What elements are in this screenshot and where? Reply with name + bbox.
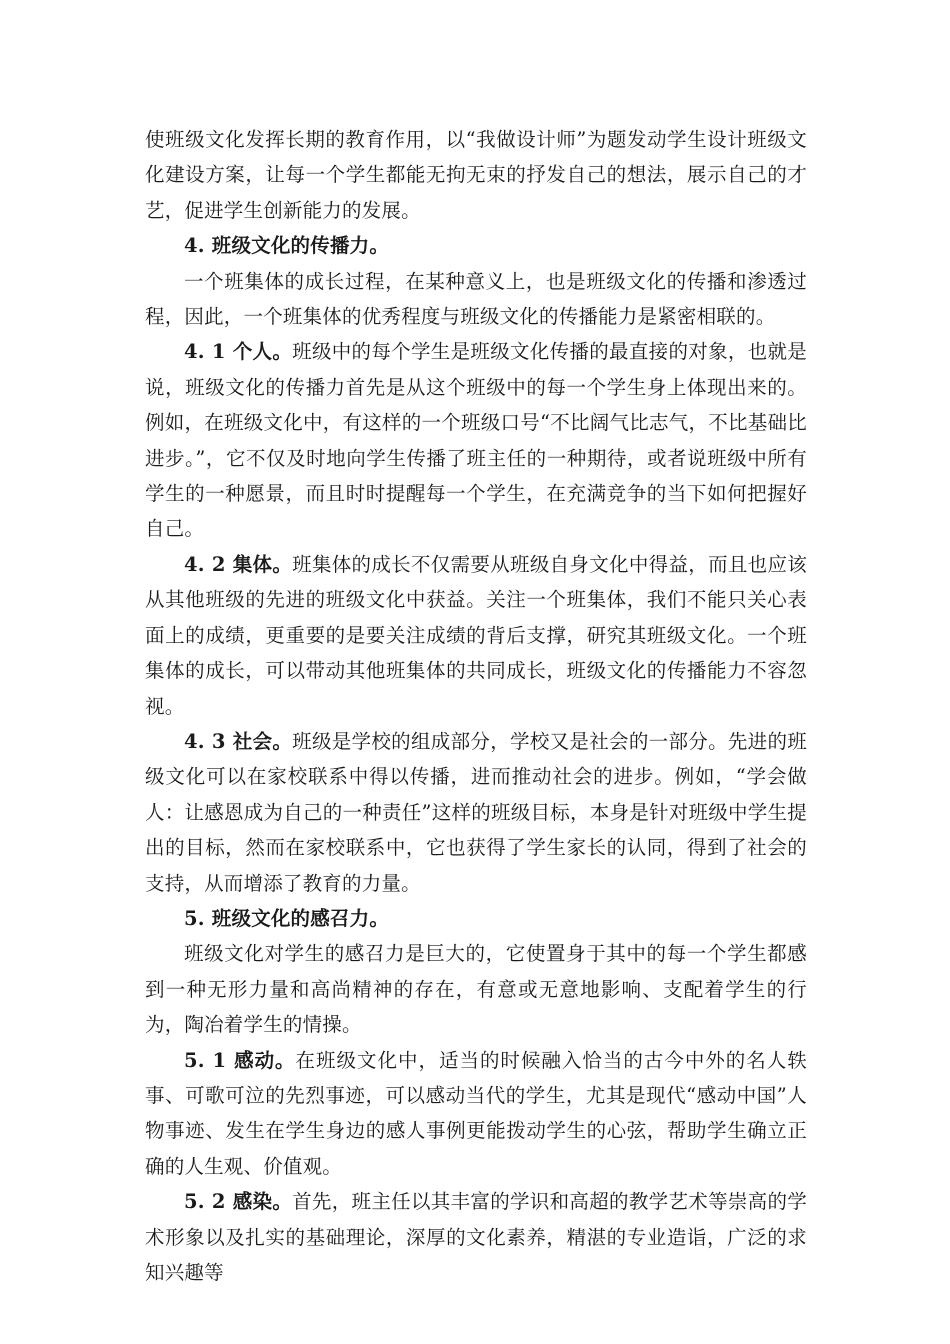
subheading-lead: 5. 1 感动。 — [184, 1048, 296, 1072]
heading-text: 5. 班级文化的感召力。 — [184, 906, 390, 930]
paragraph-4-1 — [145, 334, 807, 546]
paragraph-text: 首先，班主任以其丰富的学识和高超的教学艺术等崇高的学术形象以及扎实的基础理论，深厚的文化素养，精湛的专业造诣，广泛的求知兴趣等 — [145, 1190, 807, 1284]
paragraph-5-2 — [145, 1184, 807, 1290]
heading-text: 4. 班级文化的传播力。 — [184, 234, 390, 258]
paragraph-intro — [145, 122, 807, 228]
paragraph-text: 班级文化对学生的感召力是巨大的，它使置身于其中的每一个学生都感到一种无形力量和高尚精神的存在，有意或无意地影响、支配着学生的行为，陶冶着学生的情操。 — [145, 942, 807, 1037]
paragraph-text: 班集体的成长不仅需要从班级自身文化中得益，而且也应该从其他班级的先进的班级文化中获益。关注一个班集体，我们不能只关心表面上的成绩，更重要的是要关注成绩的背后支撑，研究其班级文化。一个班集体的成长，可以带动其他班集体的共同成长，班级文化的传播能力不容忽视。 — [145, 552, 807, 718]
paragraph-4-2 — [145, 547, 807, 724]
paragraph-text: 一个班集体的成长过程，在某种意义上，也是班级文化的传播和渗透过程，因此，一个班集体的优秀程度与班级文化的传播能力是紧密相联的。 — [145, 269, 807, 329]
subheading-lead: 4. 3 社会。 — [184, 729, 293, 753]
subheading-lead: 4. 1 个人。 — [184, 340, 293, 364]
paragraph-text: 班级中的每个学生是班级文化传播的最直接的对象，也就是说，班级文化的传播力首先是从这个班级中的每一个学生身上体现出来的。例如，在班级文化中，有这样的一个班级口号“不比阔气比志气，不比基础比进步。”，它不仅及时地向学生传播了班主任的一种期待，或者说班级中所有学生的一种愿景，而且时时提醒每一个学生，在充满竞争的当下如何把握好自己。 — [145, 340, 807, 541]
document-page — [145, 122, 807, 1290]
paragraph-text: 班级是学校的组成部分，学校又是社会的一部分。先进的班级文化可以在家校联系中得以传播，进而推动社会的进步。例如，“学会做人：让感恩成为自己的一种责任”这样的班级目标，本身是针对班级中学生提出的目标，然而在家校联系中，它也获得了学生家长的认同，得到了社会的支持，从而增添了教育的力量。 — [145, 729, 807, 895]
paragraph-text: 使班级文化发挥长期的教育作用，以“我做设计师”为题发动学生设计班级文化建设方案，让每一个学生都能无拘无束的抒发自己的想法，展示自己的才艺，促进学生创新能力的发展。 — [145, 128, 807, 222]
paragraph-5-intro — [145, 936, 807, 1042]
paragraph-4-intro — [145, 264, 807, 335]
section-heading-4 — [145, 228, 807, 263]
subheading-lead: 5. 2 感染。 — [184, 1190, 293, 1214]
paragraph-text: 在班级文化中，适当的时候融入恰当的古今中外的名人轶事、可歌可泣的先烈事迹，可以感动当代的学生，尤其是现代“感动中国”人物事迹、发生在学生身边的感人事例更能拨动学生的心弦，帮助学生确立正确的人生观、价值观。 — [145, 1048, 807, 1178]
subheading-lead: 4. 2 集体。 — [184, 552, 293, 576]
section-heading-5 — [145, 901, 807, 936]
paragraph-4-3 — [145, 724, 807, 901]
paragraph-5-1 — [145, 1043, 807, 1185]
